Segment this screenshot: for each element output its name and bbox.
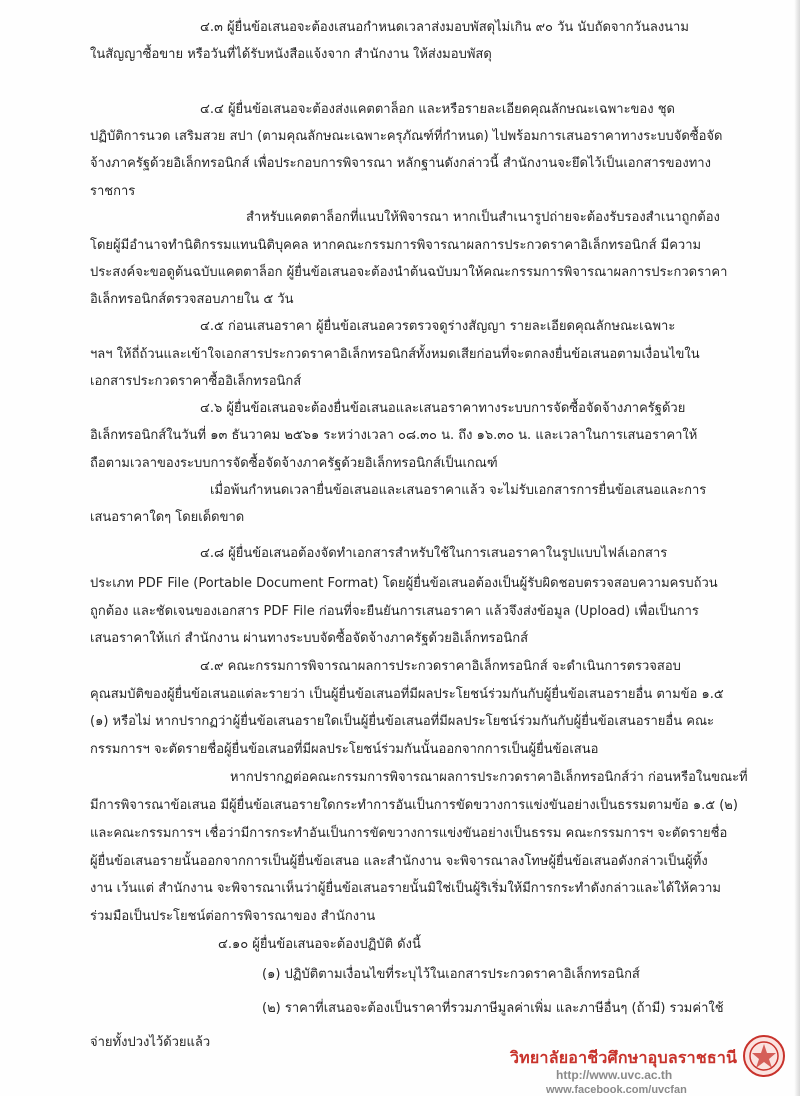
text-line: เสนอราคาใดๆ โดยเด็ดขาด [90, 510, 245, 525]
text-line: ฯลฯ ให้ถี่ถ้วนและเข้าใจเอกสารประกวดราคาอิเล็กทรอนิกส์ทั้งหมดเสียก่อนที่จะตกลงยื่นข้อเสนอตามเงื่อนไขใน [90, 347, 700, 362]
facebook-url-watermark: www.facebook.com/uvcfan [546, 1084, 687, 1096]
text-line: ๔.๘ ผู้ยื่นข้อเสนอต้องจัดทำเอกสารสำหรับใช้ในการเสนอราคาในรูปแบบไฟล์เอกสาร [200, 546, 668, 561]
text-line: ๔.๙ คณะกรรมการพิจารณาผลการประกวดราคาอิเล็กทรอนิกส์ จะดำเนินการตรวจสอบ [200, 659, 681, 674]
text-line: (๒) ราคาที่เสนอจะต้องเป็นราคาที่รวมภาษีมูลค่าเพิ่ม และภาษีอื่นๆ (ถ้ามี) รวมค่าใช้ [262, 1001, 724, 1016]
text-line: ประเภท PDF File (Portable Document Format) โดยผู้ยื่นข้อเสนอต้องเป็นผู้รับผิดชอบตรวจสอบความครบถ้วน [90, 576, 718, 591]
text-line: ๔.๕ ก่อนเสนอราคา ผู้ยื่นข้อเสนอควรตรวจดูร่างสัญญา รายละเอียดคุณลักษณะเฉพาะ [200, 319, 676, 334]
text-line: โดยผู้มีอำนาจทำนิติกรรมแทนนิติบุคคล หากคณะกรรมการพิจารณาผลการประกวดราคาอิเล็กทรอนิกส์ มีความ [90, 238, 702, 253]
text-line: ๔.๖ ผู้ยื่นข้อเสนอจะต้องยื่นข้อเสนอและเสนอราคาทางระบบการจัดซื้อจัดจ้างภาครัฐด้วย [200, 401, 686, 416]
text-line: และคณะกรรมการฯ เชื่อว่ามีการกระทำอันเป็นการขัดขวางการแข่งขันอย่างเป็นธรรม คณะกรรมการฯ จะตัดรายชื่อ [90, 826, 728, 841]
text-line: เสนอราคาให้แก่ สำนักงาน ผ่านทางระบบจัดซื้อจัดจ้างภาครัฐด้วยอิเล็กทรอนิกส์ [90, 631, 529, 646]
text-line: ราชการ [90, 184, 136, 199]
text-line: เอกสารประกวดราคาซื้ออิเล็กทรอนิกส์ [90, 374, 302, 389]
text-line: (๑) หรือไม่ หากปรากฏว่าผู้ยื่นข้อเสนอรายใดเป็นผู้ยื่นข้อเสนอที่มีผลประโยชน์ร่วมกันกับผู้ยื่นข้อเสนอรายอื่น คณะ [90, 714, 714, 729]
text-line: ร่วมมือเป็นประโยชน์ต่อการพิจารณาของ สำนักงาน [90, 909, 376, 924]
college-url-watermark: http://www.uvc.ac.th [556, 1068, 673, 1082]
text-line: งาน เว้นแต่ สำนักงาน จะพิจารณาเห็นว่าผู้ยื่นข้อเสนอรายนั้นมิใช่เป็นผู้ริเริ่มให้มีการกระทำดังกล่าวและได้ให้ความ [90, 881, 721, 896]
text-line: เมื่อพ้นกำหนดเวลายื่นข้อเสนอและเสนอราคาแล้ว จะไม่รับเอกสารการยื่นข้อเสนอและการ [210, 483, 707, 498]
text-line: คุณสมบัติของผู้ยื่นข้อเสนอแต่ละรายว่า เป็นผู้ยื่นข้อเสนอที่มีผลประโยชน์ร่วมกันกับผู้ยื่นข้อเสนอรายอื่น ตามข้อ ๑.๕ [90, 687, 724, 702]
text-line: ประสงค์จะขอดูต้นฉบับแคตตาล็อก ผู้ยื่นข้อเสนอจะต้องนำต้นฉบับมาให้คณะกรรมการพิจารณาผลการประกวดราคา [90, 265, 728, 280]
text-line: ถือตามเวลาของระบบการจัดซื้อจัดจ้างภาครัฐด้วยอิเล็กทรอนิกส์เป็นเกณฑ์ [90, 456, 498, 471]
text-line: ปฏิบัติการนวด เสริมสวย สปา (ตามคุณลักษณะเฉพาะครุภัณฑ์ที่กำหนด) ไปพร้อมการเสนอราคาทางระบบจัดซื้อจัด [90, 129, 723, 144]
text-line: ๔.๔ ผู้ยื่นข้อเสนอจะต้องส่งแคตตาล็อก และหรือรายละเอียดคุณลักษณะเฉพาะของ ชุด [200, 102, 675, 117]
text-line: ถูกต้อง และชัดเจนของเอกสาร PDF File ก่อนที่จะยืนยันการเสนอราคา แล้วจึงส่งข้อมูล (Upload) เพื่อเป็นการ [90, 604, 699, 619]
text-line: ๔.๑๐ ผู้ยื่นข้อเสนอจะต้องปฏิบัติ ดังนี้ [218, 937, 421, 952]
text-line: หากปรากฏต่อคณะกรรมการพิจารณาผลการประกวดราคาอิเล็กทรอนิกส์ว่า ก่อนหรือในขณะที่ [230, 770, 748, 785]
text-line: สำหรับแคตตาล็อกที่แนบให้พิจารณา หากเป็นสำเนารูปถ่ายจะต้องรับรองสำเนาถูกต้อง [246, 210, 720, 225]
page-edge-shadow [794, 0, 800, 1096]
text-line: มีการพิจารณาข้อเสนอ มีผู้ยื่นข้อเสนอรายใดกระทำการอันเป็นการขัดขวางการแข่งขันอย่างเป็นธรรมตามข้อ ๑.๕ (๒) [90, 798, 738, 813]
text-line: จ้างภาครัฐด้วยอิเล็กทรอนิกส์ เพื่อประกอบการพิจารณา หลักฐานดังกล่าวนี้ สำนักงานจะยึดไว้เป็นเอกสารของทาง [90, 156, 711, 171]
text-line: ผู้ยื่นข้อเสนอรายนั้นออกจากการเป็นผู้ยื่นข้อเสนอ และสำนักงาน จะพิจารณาลงโทษผู้ยื่นข้อเสนอดังกล่าวเป็นผู้ทิ้ง [90, 854, 708, 869]
text-line: อิเล็กทรอนิกส์ตรวจสอบภายใน ๕ วัน [90, 292, 294, 307]
text-line: ในสัญญาซื้อขาย หรือวันที่ได้รับหนังสือแจ้งจาก สำนักงาน ให้ส่งมอบพัสดุ [90, 47, 492, 62]
text-line: อิเล็กทรอนิกส์ในวันที่ ๑๓ ธันวาคม ๒๕๖๑ ระหว่างเวลา ๐๘.๓๐ น. ถึง ๑๖.๓๐ น. และเวลาในการเสนอราคาให้ [90, 428, 698, 443]
text-line: (๑) ปฏิบัติตามเงื่อนไขที่ระบุไว้ในเอกสารประกวดราคาอิเล็กทรอนิกส์ [262, 967, 640, 982]
text-line: ๔.๓ ผู้ยื่นข้อเสนอจะต้องเสนอกำหนดเวลาส่งมอบพัสดุไม่เกิน ๙๐ วัน นับถัดจากวันลงนาม [200, 20, 689, 35]
college-seal-icon [742, 1034, 786, 1078]
college-name-watermark: วิทยาลัยอาชีวศึกษาอุบลราชธานี [510, 1050, 738, 1067]
text-line: กรรมการฯ จะตัดรายชื่อผู้ยื่นข้อเสนอที่มีผลประโยชน์ร่วมกันนั้นออกจากการเป็นผู้ยื่นข้อเสนอ [90, 742, 599, 757]
text-line: จ่ายทั้งปวงไว้ด้วยแล้ว [90, 1035, 211, 1050]
